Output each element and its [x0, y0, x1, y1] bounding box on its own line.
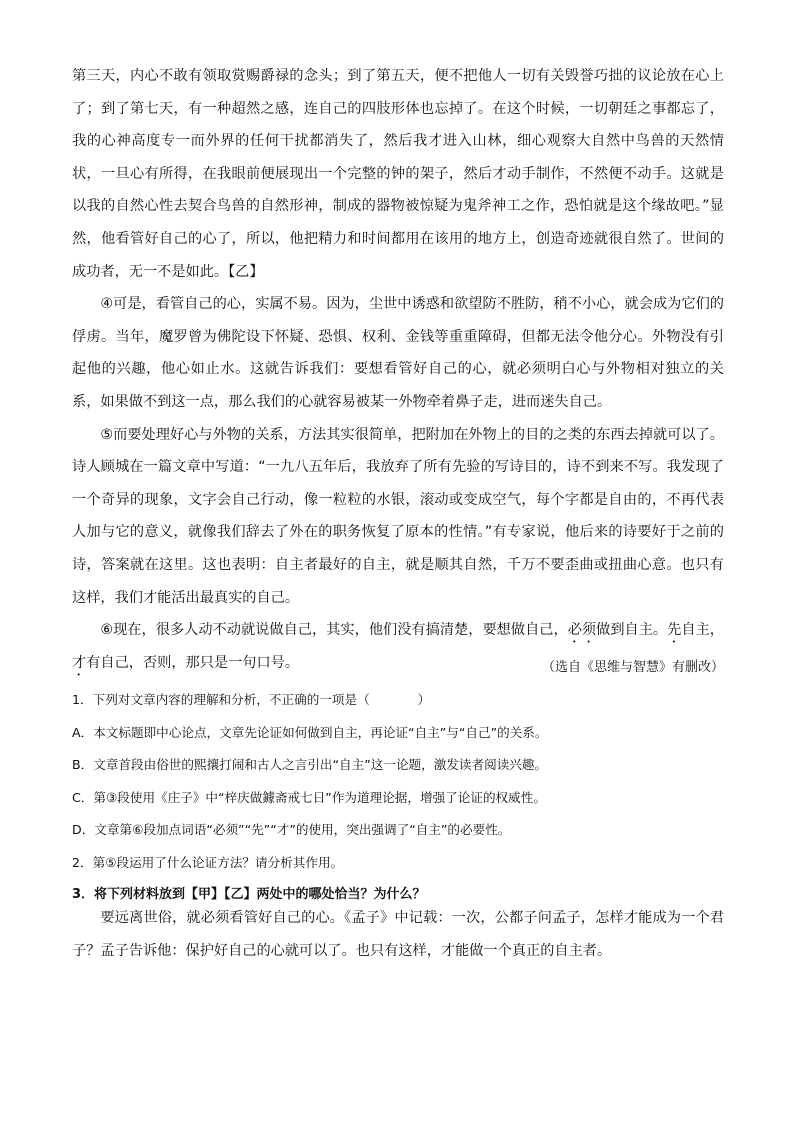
question-1 [72, 684, 724, 717]
question-3-material: 要远离世俗，就必须看管好自己的心。《孟子》中记载：一次，公都子问孟子，怎样才能成为一个君子？孟子告诉他：保护好自己的心就可以了。也只有这样，才能做一个真正的自主者。 [72, 910, 724, 959]
option-b: B．文章首段由俗世的熙攘打闹和古人之言引出“自主”这一论题，激发读者阅读兴趣。 [72, 757, 548, 772]
question-1-close: ） [417, 692, 431, 707]
option-c: C．第③段使用《庄子》中“梓庆做鐻斋戒七日”作为道理论据，增强了论证的权威性。 [72, 789, 546, 805]
paragraph-3-continued: 第三天，内心不敢有领取赏赐爵禄的念头；到了第五天，便不把他人一切有关毁誉巧拙的议论放在心上了；到了第七天，有一种超然之感，连自己的四肢形体也忘掉了。在这个时候，一切朝廷之事都忘了，我的心神高度专一而外界的任何干扰都消失了，然后我才进入山林，细心观察大自然中鸟兽的天然情状，一旦心有所得，在我眼前便展现出一个完整的钟的架子，然后才动手制作，不然便不动手。这就是以我的自然心性去契合鸟兽的自然形神，制成的器物被惊疑为鬼斧神工之作，恐怕就是这个缘故吧。”显然，他看管好自己的心了，所以，他把精力和时间都用在该用的地方上，创造奇迹就很自然了。世间的成功者，无一不是如此。【乙】 [72, 68, 724, 280]
question-list [72, 684, 724, 912]
paragraph-5: ⑤而要处理好心与外物的关系，方法其实很简单，把附加在外物上的目的之类的东西去掉就可以了。诗人顾城在一篇文章中写道：“一九八五年后，我放弃了所有先验的写诗目的，诗不到来不写。我发现了一个奇异的现象，文字会自己行动，像一粒粒的水银，滚动或变成空气，每个字都是自由的，不再代表人加与它的意义，就像我们辞去了外在的职务恢复了原本的性情。”有专家说，他后来的诗要好于之前的诗，答案就在这里。这也表明：自主者最好的自主，就是顺其自然，千万不要歪曲或扭曲心意。也只有这样，我们才能活出最真实的自己。 [72, 426, 724, 606]
dotted-word-cai: 才 [72, 654, 87, 671]
question-1-text: 1．下列对文章内容的理解和分析，不正确的一项是（ [72, 692, 370, 707]
source-citation: （选自《思维与智慧》有删改） [541, 660, 724, 675]
article-body [72, 60, 724, 679]
paragraph-6-text-a: ⑥现在，很多人动不动就说做自己，其实，他们没有搞清楚，要想做自己， [100, 622, 568, 639]
paragraph-6-text-e: 自主， [681, 622, 724, 639]
question-2: 2．第⑤段运用了什么论证方法？请分析其作用。 [72, 854, 344, 870]
dotted-word-xian: 先 [667, 622, 682, 639]
option-a: A．本文标题即中心论点，文章先论证如何做到自主，再论证“自主”与“自己”的关系。 [72, 724, 548, 740]
question-3: 3．将下列材料放到【甲】【乙】两处中的哪处恰当？为什么？ [72, 887, 426, 902]
dotted-word-bixu: 必须 [567, 622, 597, 639]
paragraph-6-text-c: 做到自主。 [596, 622, 668, 639]
paragraph-4: ④可是，看管自己的心，实属不易。因为，尘世中诱惑和欲望防不胜防，稍不小心，就会成为它们的俘虏。当年，魔罗曾为佛陀设下怀疑、恐惧、权利、金钱等重重障碍，但都无法令他分心。外物没有引起他的兴趣，他心如止水。这就告诉我们：要想看管好自己的心，就必须明白心与外物相对独立的关系，如果做不到这一点，那么我们的心就容易被某一外物牵着鼻子走，进而迷失自己。 [72, 296, 724, 410]
paragraph-6-text-g: 有自己，否则，那只是一句口号。 [86, 654, 300, 671]
option-d: D．文章第⑥段加点词语“必须”“先”“才”的使用，突出强调了“自主”的必要性。 [72, 822, 511, 837]
